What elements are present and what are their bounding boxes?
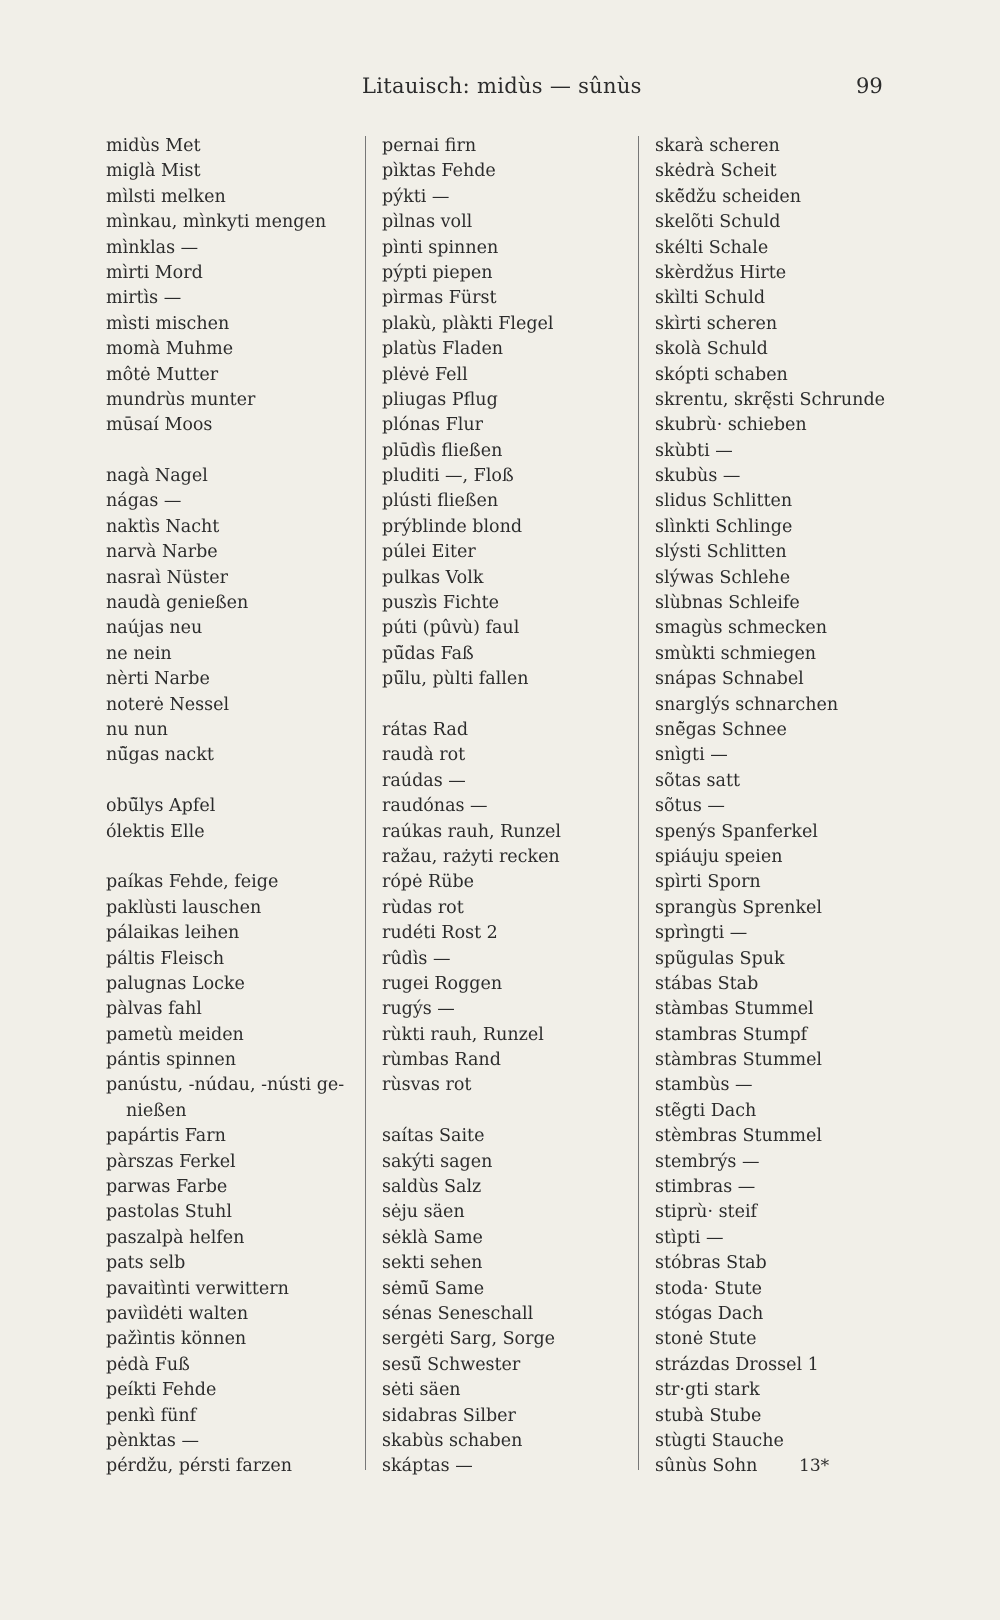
dictionary-entry: sprangùs Sprenkel [655,897,823,918]
dictionary-entry: rûdìs — [382,948,451,969]
dictionary-entry: str·gti stark [655,1380,760,1401]
dictionary-entry: mìnkau, mìnkyti mengen [106,212,327,233]
dictionary-entry: sprìngti — [655,923,748,944]
running-head: Litauisch: midùs — sûnùs [362,74,642,98]
dictionary-entry: plūdìs fließen [382,440,503,461]
dictionary-entry: rùkti rauh, Runzel [382,1024,544,1045]
dictionary-entry: prýblinde blond [382,516,523,537]
dictionary-entry: slýsti Schlitten [655,542,787,563]
dictionary-entry: mìnklas — [106,237,199,258]
dictionary-entry: naktìs Nacht [106,516,220,537]
dictionary-entry: pažìntis können [106,1329,247,1350]
dictionary-entry: platùs Fladen [382,339,504,360]
dictionary-entry: slidus Schlitten [655,491,793,512]
dictionary-entry: páltis Fleisch [106,948,225,969]
dictionary-entry: pametù meiden [106,1024,244,1045]
dictionary-entry: noterė Nessel [106,694,230,715]
dictionary-entry: nasraì Nüster [106,567,228,588]
dictionary-entry: stùgti Stauche [655,1430,784,1451]
dictionary-entry: raudà rot [382,745,466,766]
dictionary-entry: mundrùs munter [106,389,256,410]
dictionary-entry: rugýs — [382,999,455,1020]
dictionary-entry: sėti säen [382,1380,461,1401]
dictionary-entry: sakýti sagen [382,1151,493,1172]
dictionary-entry: nießen [126,1100,187,1121]
dictionary-entry: pàlvas fahl [106,999,202,1020]
dictionary-entry: stàmbras Stummel [655,1050,823,1071]
dictionary-entry: nu nun [106,719,168,740]
dictionary-entry: nágas — [106,491,182,512]
dictionary-entry: pìlnas voll [382,212,473,233]
dictionary-entry: spiáuju speien [655,846,783,867]
dictionary-entry: pìktas Fehde [382,161,496,182]
dictionary-entry: spìrti Sporn [655,872,761,893]
dictionary-entry: stàmbas Stummel [655,999,814,1020]
dictionary-entry: nagà Nagel [106,466,208,487]
dictionary-entry: púlei Eiter [382,542,476,563]
dictionary-entry: slùbnas Schleife [655,593,800,614]
dictionary-entry: raudónas — [382,796,488,817]
dictionary-entry: skarà scheren [655,136,780,156]
dictionary-entry: mūsaí Moos [106,415,213,436]
dictionary-entry: snápas Schnabel [655,669,804,690]
dictionary-entry: pliugas Pflug [382,389,498,410]
dictionary-entry: stẽgti Dach [655,1100,757,1121]
dictionary-entry: sûnùs Sohn [655,1456,758,1477]
dictionary-entry: stèmbras Stummel [655,1126,822,1147]
section-gap [382,1099,632,1124]
dictionary-entry: sergėti Sarg, Sorge [382,1329,556,1350]
dictionary-entry: pántis spinnen [106,1050,237,1071]
dictionary-entry: pastolas Stuhl [106,1202,232,1223]
dictionary-entry: penkì fünf [106,1405,197,1426]
dictionary-entry: pìrmas Fürst [382,288,497,309]
dictionary-entry: sõtus — [655,796,725,817]
dictionary-entry: sesū̃ Schwester [382,1354,521,1375]
column-3 [655,134,905,1480]
dictionary-entry: stoda· Stute [655,1278,762,1299]
dictionary-entry: naudà genießen [106,593,249,614]
dictionary-entry: rùsvas rot [382,1075,472,1096]
dictionary-entry: raúkas rauh, Runzel [382,821,562,842]
dictionary-entry: raúdas — [382,770,466,791]
dictionary-entry: naújas neu [106,618,203,639]
dictionary-entry: nèrti Narbe [106,669,210,690]
dictionary-entry: plėvė Fell [382,364,468,385]
dictionary-entry: pìnti spinnen [382,237,499,258]
column-divider [365,136,366,1470]
page-header [0,74,1000,108]
dictionary-entry: stambras Stumpf [655,1024,808,1045]
dictionary-entry: stubà Stube [655,1405,762,1426]
dictionary-entry: skùbti — [655,440,733,461]
dictionary-entry: snìgti — [655,745,728,766]
dictionary-entry: skìlti Schuld [655,288,766,309]
column-2 [382,134,632,1480]
dictionary-entry: paszalpà helfen [106,1227,245,1248]
dictionary-entry: pavaitìnti verwittern [106,1278,289,1299]
dictionary-entry: skelõti Schuld [655,212,781,233]
section-gap [106,845,356,870]
dictionary-entry: skèrdžus Hirte [655,262,787,283]
dictionary-entry: plústi fließen [382,491,499,512]
dictionary-entry: spũgulas Spuk [655,948,785,969]
dictionary-entry: skolà Schuld [655,339,768,360]
dictionary-entry: puszìs Fichte [382,593,500,614]
dictionary-entry: paklùsti lauschen [106,897,262,918]
dictionary-entry: papártis Farn [106,1126,226,1147]
section-gap [106,439,356,464]
dictionary-entry: strázdas Drossel 1 [655,1354,819,1375]
dictionary-entry: mìlsti melken [106,186,226,207]
dictionary-entry: snarglýs schnarchen [655,694,839,715]
dictionary-entry: stìpti — [655,1227,724,1248]
dictionary-entry: sõtas satt [655,770,741,791]
dictionary-entry: smagùs schmecken [655,618,828,639]
dictionary-entry: pýkti — [382,186,450,207]
dictionary-entry: rùdas rot [382,897,464,918]
dictionary-entry: pàrszas Ferkel [106,1151,236,1172]
dictionary-entry: stóbras Stab [655,1253,767,1274]
dictionary-entry: saítas Saite [382,1126,485,1147]
dictionary-entry: momà Muhme [106,339,234,360]
dictionary-entry: snė̃gas Schnee [655,719,787,740]
dictionary-entry: sekti sehen [382,1253,483,1274]
dictionary-entry: nū̃gas nackt [106,745,214,766]
dictionary-entry: midùs Met [106,136,201,156]
dictionary-entry: ražau, rażyti recken [382,846,560,867]
dictionary-entry: obū̃lys Apfel [106,796,216,817]
dictionary-entry: sėklà Same [382,1227,483,1248]
dictionary-entry: rùmbas Rand [382,1050,501,1071]
dictionary-entry: stonė Stute [655,1329,757,1350]
dictionary-entry: ólektis Elle [106,821,205,842]
dictionary-entry: peíkti Fehde [106,1380,217,1401]
dictionary-entry: rugei Roggen [382,973,503,994]
dictionary-entry: sėmū̃ Same [382,1278,485,1299]
dictionary-entry: pats selb [106,1253,186,1274]
dictionary-entry: pū̃das Faß [382,643,474,664]
dictionary-entry: paíkas Fehde, feige [106,872,279,893]
dictionary-entry: môtė Mutter [106,364,219,385]
dictionary-entry: rópė Rübe [382,872,475,893]
dictionary-entry: narvà Narbe [106,542,218,563]
dictionary-entry: skėdrà Scheit [655,161,777,182]
dictionary-entry: miglà Mist [106,161,201,182]
dictionary-entry: mirtìs — [106,288,182,309]
dictionary-entry: rudéti Rost 2 [382,923,498,944]
dictionary-entry: stambùs — [655,1075,753,1096]
dictionary-entry: sénas Seneschall [382,1303,534,1324]
dictionary-entry: pálaikas leihen [106,923,240,944]
dictionary-entry: mìrti Mord [106,262,203,283]
dictionary-entry: mìsti mischen [106,313,230,334]
dictionary-entry: stógas Dach [655,1303,764,1324]
dictionary-entry: parwas Farbe [106,1177,228,1198]
dictionary-entry: pulkas Volk [382,567,484,588]
dictionary-entry: skubùs — [655,466,741,487]
dictionary-entry: stimbras — [655,1177,756,1198]
dictionary-entry: skélti Schale [655,237,769,258]
dictionary-entry: sidabras Silber [382,1405,516,1426]
section-gap [106,769,356,794]
dictionary-entry: skrentu, skrę̃sti Schrunde [655,389,886,410]
dictionary-entry: slìnkti Schlinge [655,516,793,537]
dictionary-entry: spenýs Spanferkel [655,821,818,842]
column-divider [638,136,639,1470]
dictionary-entry: pū̃lu, pùlti fallen [382,669,529,690]
dictionary-entry: skubrù· schieben [655,415,807,436]
dictionary-entry: smùkti schmiegen [655,643,817,664]
dictionary-entry: pluditi —, Floß [382,466,514,487]
dictionary-entry: pýpti piepen [382,262,493,283]
column-1 [106,134,356,1480]
dictionary-entry: stábas Stab [655,973,759,994]
dictionary-entry: skė̃džu scheiden [655,186,802,207]
dictionary-entry: ne nein [106,643,172,664]
dictionary-entry: skabùs schaben [382,1430,523,1451]
dictionary-entry: pernai firn [382,136,477,156]
dictionary-entry: plónas Flur [382,415,483,436]
page-number: 99 [856,74,883,98]
dictionary-entry: skìrti scheren [655,313,778,334]
dictionary-entry: sėju säen [382,1202,465,1223]
dictionary-entry: skópti schaben [655,364,788,385]
dictionary-entry: rátas Rad [382,719,469,740]
section-gap [382,693,632,718]
dictionary-entry: stiprù· steif [655,1202,758,1223]
dictionary-entry: plakù, plàkti Flegel [382,313,554,334]
dictionary-entry: pérdžu, pérsti farzen [106,1456,292,1477]
dictionary-entry: paviìdėti walten [106,1303,249,1324]
dictionary-entry: pėdà Fuß [106,1354,190,1375]
dictionary-entry: panústu, -núdau, -nústi ge- [106,1075,345,1096]
dictionary-entry: palugnas Locke [106,973,245,994]
dictionary-entry: slýwas Schlehe [655,567,791,588]
dictionary-entry: púti (pûvù) faul [382,618,520,639]
dictionary-entry: saldùs Salz [382,1177,482,1198]
dictionary-entry: skáptas — [382,1456,473,1477]
signature-mark: 13* [799,1456,830,1476]
dictionary-entry: pènktas — [106,1430,199,1451]
dictionary-entry: stembrýs — [655,1151,760,1172]
